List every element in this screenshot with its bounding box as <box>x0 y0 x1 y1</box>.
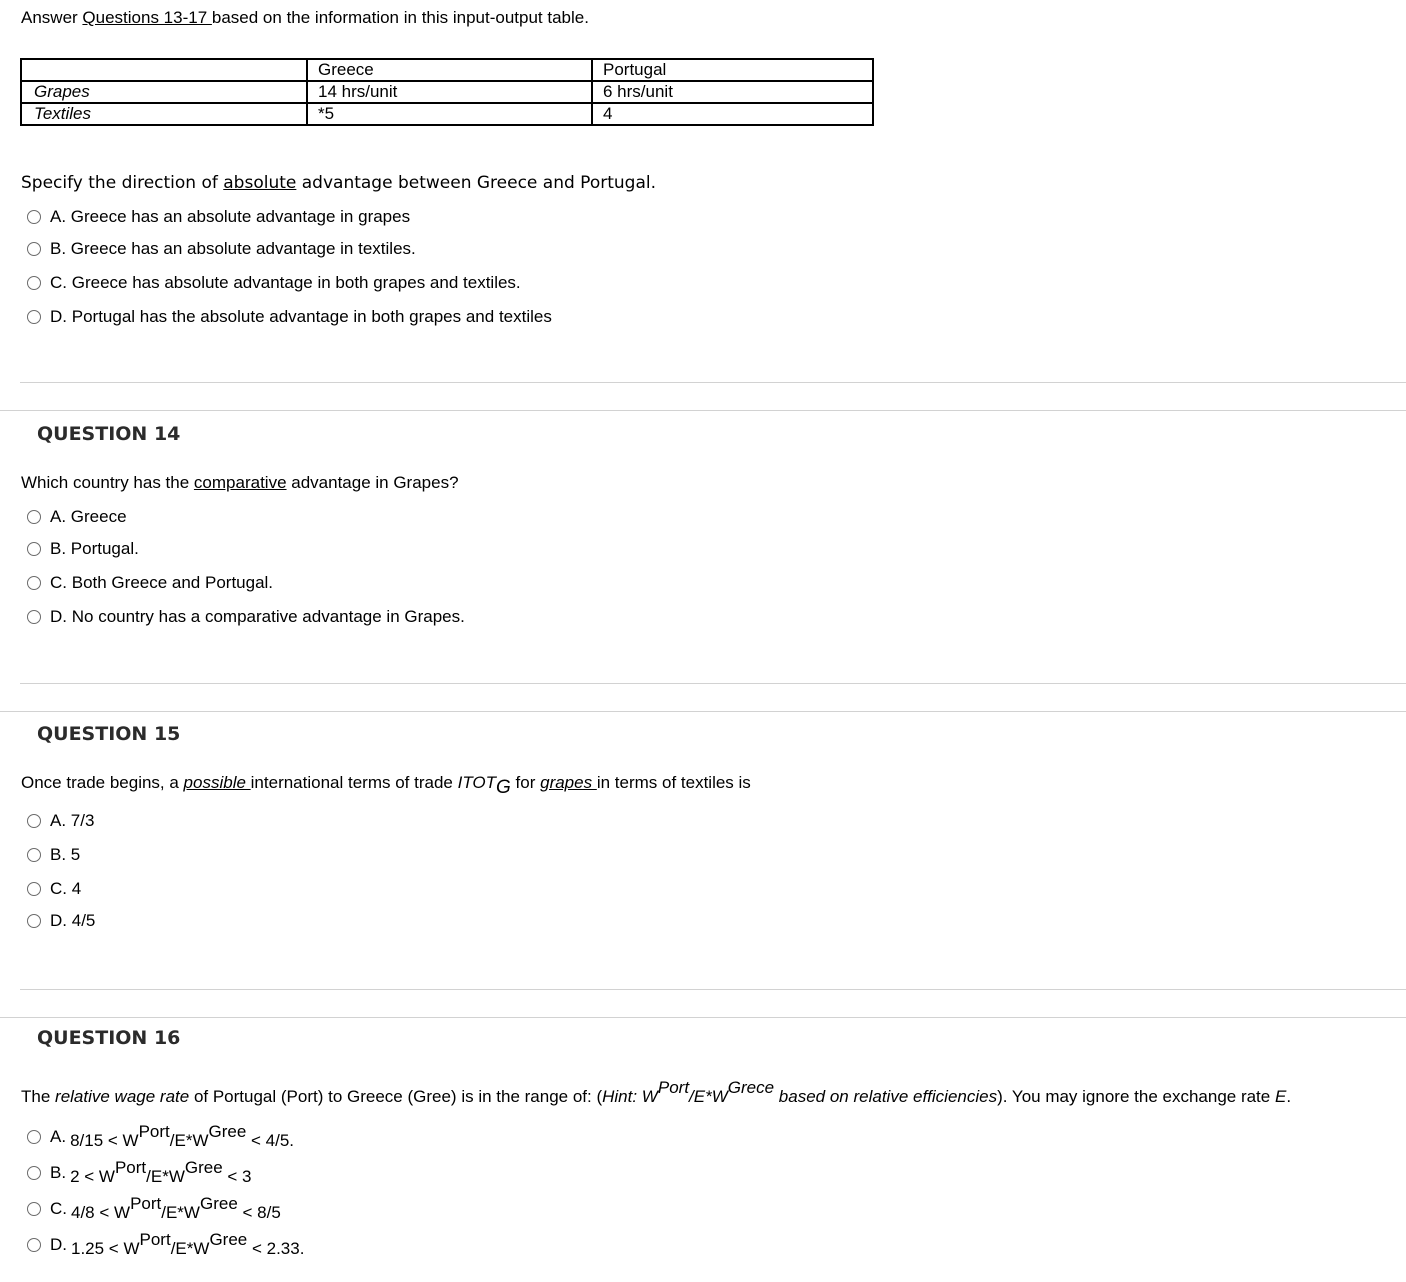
q16-option-b[interactable] <box>27 1158 252 1187</box>
sup-gree: Gree <box>208 1122 247 1141</box>
option-letter: A. <box>50 207 67 226</box>
q13-question-text <box>21 173 656 193</box>
option-letter: A. <box>50 811 67 830</box>
radio-button[interactable] <box>27 814 41 828</box>
q16-hint-sup-port: Port <box>657 1078 690 1097</box>
divider <box>20 382 1406 383</box>
sup-gree: Gree <box>209 1230 248 1249</box>
radio-button[interactable] <box>27 882 41 896</box>
intro-text <box>21 8 589 28</box>
q15-text-grapes: grapes <box>540 773 597 792</box>
q14-option-d[interactable] <box>27 607 465 627</box>
q15-text-a: Once trade begins, a <box>21 773 184 792</box>
radio-button[interactable] <box>27 542 41 556</box>
table-row <box>21 103 873 125</box>
option-letter: C. <box>50 573 67 592</box>
cell-portugal-textiles: 4 <box>592 103 873 125</box>
table-header-empty <box>21 59 307 81</box>
option-letter: C. <box>50 273 67 292</box>
mid-symbol: /E*W <box>170 1239 210 1258</box>
radio-button[interactable] <box>27 242 41 256</box>
q16-option-d[interactable] <box>27 1230 304 1259</box>
option-letter: C. <box>50 1198 67 1218</box>
q13-option-b[interactable] <box>27 239 416 259</box>
q14-text-b: advantage in Grapes? <box>286 473 459 492</box>
radio-button[interactable] <box>27 276 41 290</box>
radio-button[interactable] <box>27 310 41 324</box>
option-post: < 4/5. <box>246 1131 295 1150</box>
radio-button[interactable] <box>27 1166 41 1180</box>
q15-option-c[interactable] <box>27 879 81 899</box>
option-text: Both Greece and Portugal. <box>71 573 274 592</box>
option-letter: D. <box>50 607 67 626</box>
cell-portugal-grapes: 6 hrs/unit <box>592 81 873 103</box>
q15-text-d: in terms of textiles is <box>596 773 751 792</box>
divider <box>0 410 1406 411</box>
q13-option-d[interactable] <box>27 307 552 327</box>
option-text: 5 <box>70 845 81 864</box>
option-post: < 2.33. <box>247 1239 305 1258</box>
radio-button[interactable] <box>27 848 41 862</box>
option-letter: A. <box>50 1126 67 1146</box>
q13-text-underlined: absolute <box>223 173 297 193</box>
q14-option-a[interactable] <box>27 507 127 527</box>
divider <box>0 1017 1406 1018</box>
q16-relative-wage-rate: relative wage rate <box>55 1087 190 1106</box>
radio-button[interactable] <box>27 1202 41 1216</box>
option-pre: 8/15 < <box>70 1131 123 1150</box>
option-post: < 8/5 <box>237 1203 281 1222</box>
q16-hint: Hint: W <box>602 1087 658 1106</box>
divider <box>0 711 1406 712</box>
sup-port: Port <box>139 1230 171 1249</box>
w-symbol: W <box>98 1167 115 1186</box>
divider <box>20 683 1406 684</box>
q16-text-a: The <box>21 1087 56 1106</box>
questions-link: Questions 13-17 <box>82 8 212 27</box>
option-letter: B. <box>50 539 67 558</box>
q15-question-text <box>21 773 751 798</box>
option-letter: D. <box>50 307 67 326</box>
q14-option-c[interactable] <box>27 573 273 593</box>
option-letter: D. <box>50 911 67 930</box>
q14-text-underlined: comparative <box>193 473 287 492</box>
q15-text-c: for <box>510 773 541 792</box>
mid-symbol: /E*W <box>169 1131 209 1150</box>
option-pre: 1.25 < <box>71 1239 124 1258</box>
table-row <box>21 81 873 103</box>
option-letter: D. <box>50 1234 67 1254</box>
option-letter: A. <box>50 507 67 526</box>
option-text <box>71 1194 281 1223</box>
option-text: Greece has an absolute advantage in textiles. <box>70 239 416 258</box>
q15-option-d[interactable] <box>27 911 95 931</box>
divider <box>20 989 1406 990</box>
q14-question-text <box>21 473 459 493</box>
row-label-textiles: Textiles <box>21 103 307 125</box>
sup-gree: Gree <box>199 1194 238 1213</box>
option-text: Portugal has the absolute advantage in both grapes and textiles <box>71 307 552 326</box>
q15-itot: ITOT <box>457 773 497 792</box>
option-text <box>70 1158 252 1187</box>
q16-text-c: ). You may ignore the exchange rate <box>997 1087 1275 1106</box>
intro-suffix: based on the information in this input-output table. <box>211 8 589 27</box>
q14-heading: QUESTION 14 <box>37 423 181 445</box>
q16-hint-end: based on relative efficiencies <box>774 1087 998 1106</box>
q16-text-b: of Portugal (Port) to Greece (Gree) is in the range of: ( <box>189 1087 603 1106</box>
w-symbol: W <box>123 1239 140 1258</box>
option-letter: C. <box>50 879 67 898</box>
option-letter: B. <box>50 1162 67 1182</box>
radio-button[interactable] <box>27 914 41 928</box>
q13-option-a[interactable] <box>27 207 410 227</box>
option-text: 4 <box>71 879 82 898</box>
q16-question-text <box>21 1078 1292 1107</box>
sup-port: Port <box>114 1158 147 1177</box>
q15-option-b[interactable] <box>27 845 80 865</box>
w-symbol: W <box>114 1203 131 1222</box>
sup-port: Port <box>138 1122 170 1141</box>
radio-button[interactable] <box>27 210 41 224</box>
option-letter: B. <box>50 239 67 258</box>
q13-text-a: Specify the direction of <box>21 173 224 193</box>
w-symbol: W <box>122 1131 139 1150</box>
option-text: Greece <box>70 507 127 526</box>
sup-gree: Gree <box>184 1158 223 1177</box>
table-header-row <box>21 59 873 81</box>
mid-symbol: /E*W <box>146 1167 185 1186</box>
q16-heading: QUESTION 16 <box>37 1027 181 1049</box>
table-header-portugal: Portugal <box>592 59 873 81</box>
q15-itot-subscript: G <box>496 777 511 798</box>
table-header-greece: Greece <box>307 59 592 81</box>
q15-option-a[interactable] <box>27 811 94 831</box>
q13-option-c[interactable] <box>27 273 521 293</box>
q16-text-e: E <box>1274 1087 1287 1106</box>
radio-button[interactable] <box>27 610 41 624</box>
option-text <box>70 1122 295 1151</box>
sup-port: Port <box>130 1194 162 1213</box>
radio-button[interactable] <box>27 1238 41 1252</box>
option-text: 4/5 <box>71 911 96 930</box>
q16-hint-mid: /E*W <box>689 1087 728 1106</box>
option-pre: 2 < <box>70 1167 99 1186</box>
mid-symbol: /E*W <box>161 1203 200 1222</box>
intro-prefix: Answer <box>21 8 83 27</box>
q15-text-possible: possible <box>183 773 251 792</box>
option-post: < 3 <box>222 1167 252 1186</box>
q14-option-b[interactable] <box>27 539 139 559</box>
q14-text-a: Which country has the <box>21 473 194 492</box>
option-text: Portugal. <box>70 539 139 558</box>
option-text <box>71 1230 305 1259</box>
radio-button[interactable] <box>27 1130 41 1144</box>
q16-option-a[interactable] <box>27 1122 294 1151</box>
q15-heading: QUESTION 15 <box>37 723 181 745</box>
option-text: No country has a comparative advantage in Grapes. <box>71 607 465 626</box>
q13-text-b: advantage between Greece and Portugal. <box>296 173 656 193</box>
cell-greece-grapes: 14 hrs/unit <box>307 81 592 103</box>
option-text: 7/3 <box>70 811 95 830</box>
q16-hint-sup-grece: Grece <box>727 1078 775 1097</box>
radio-button[interactable] <box>27 576 41 590</box>
option-pre: 4/8 < <box>71 1203 115 1222</box>
radio-button[interactable] <box>27 510 41 524</box>
option-letter: B. <box>50 845 67 864</box>
q16-option-c[interactable] <box>27 1194 281 1223</box>
cell-greece-textiles: *5 <box>307 103 592 125</box>
input-output-table <box>20 58 874 126</box>
q15-text-b: international terms of trade <box>250 773 458 792</box>
row-label-grapes: Grapes <box>21 81 307 103</box>
option-text: Greece has an absolute advantage in grapes <box>70 207 411 226</box>
option-text: Greece has absolute advantage in both grapes and textiles. <box>71 273 521 292</box>
q16-text-d: . <box>1286 1087 1292 1106</box>
